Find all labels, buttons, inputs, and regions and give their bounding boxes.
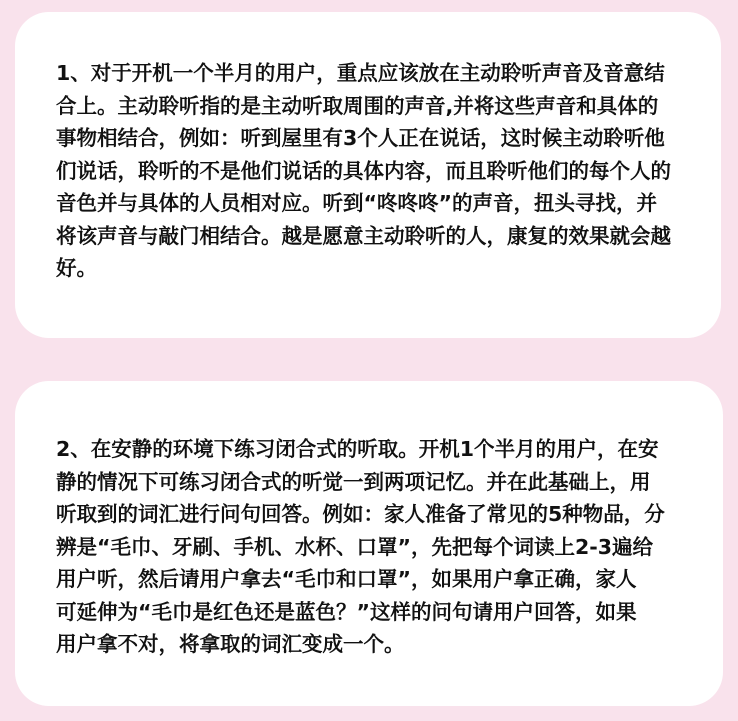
tip-card-1 — [15, 12, 721, 338]
tip-card-2 — [15, 381, 723, 706]
tip-text-1: 1、对于开机一个半月的用户，重点应该放在主动聆听声音及音意结 合上。主动聆听指的是主动听取周围的声音,并将这些声音和具体的 事物相结合，例如：听到屋里有3个人正在说话，这时候主动聆听他 们说话，聆听的不是他们说话的具体内容，而且聆听他们的每个人的 音色并与具体的人员相对应。听到“咚咚咚”的声音，扭头寻找，并 将该声音与敲门相结合。越是愿意主动聆听的人，康复的效果就会越 好。 — [56, 61, 671, 280]
tip-text-2: 2、在安静的环境下练习闭合式的听取。开机1个半月的用户，在安 静的情况下可练习闭合式的听觉一到两项记忆。并在此基础上，用 听取到的词汇进行问句回答。例如：家人准备了常见的5种物品，分 辨是“毛巾、牙刷、手机、水杯、口罩”，先把每个词读上2-3遍给 用户听，然后请用户拿去“毛巾和口罩”，如果用户拿正确，家人 可延伸为“毛巾是红色还是蓝色？”这样的问句请用户回答，如果 用户拿不对，将拿取的词汇变成一个。 — [56, 437, 665, 656]
